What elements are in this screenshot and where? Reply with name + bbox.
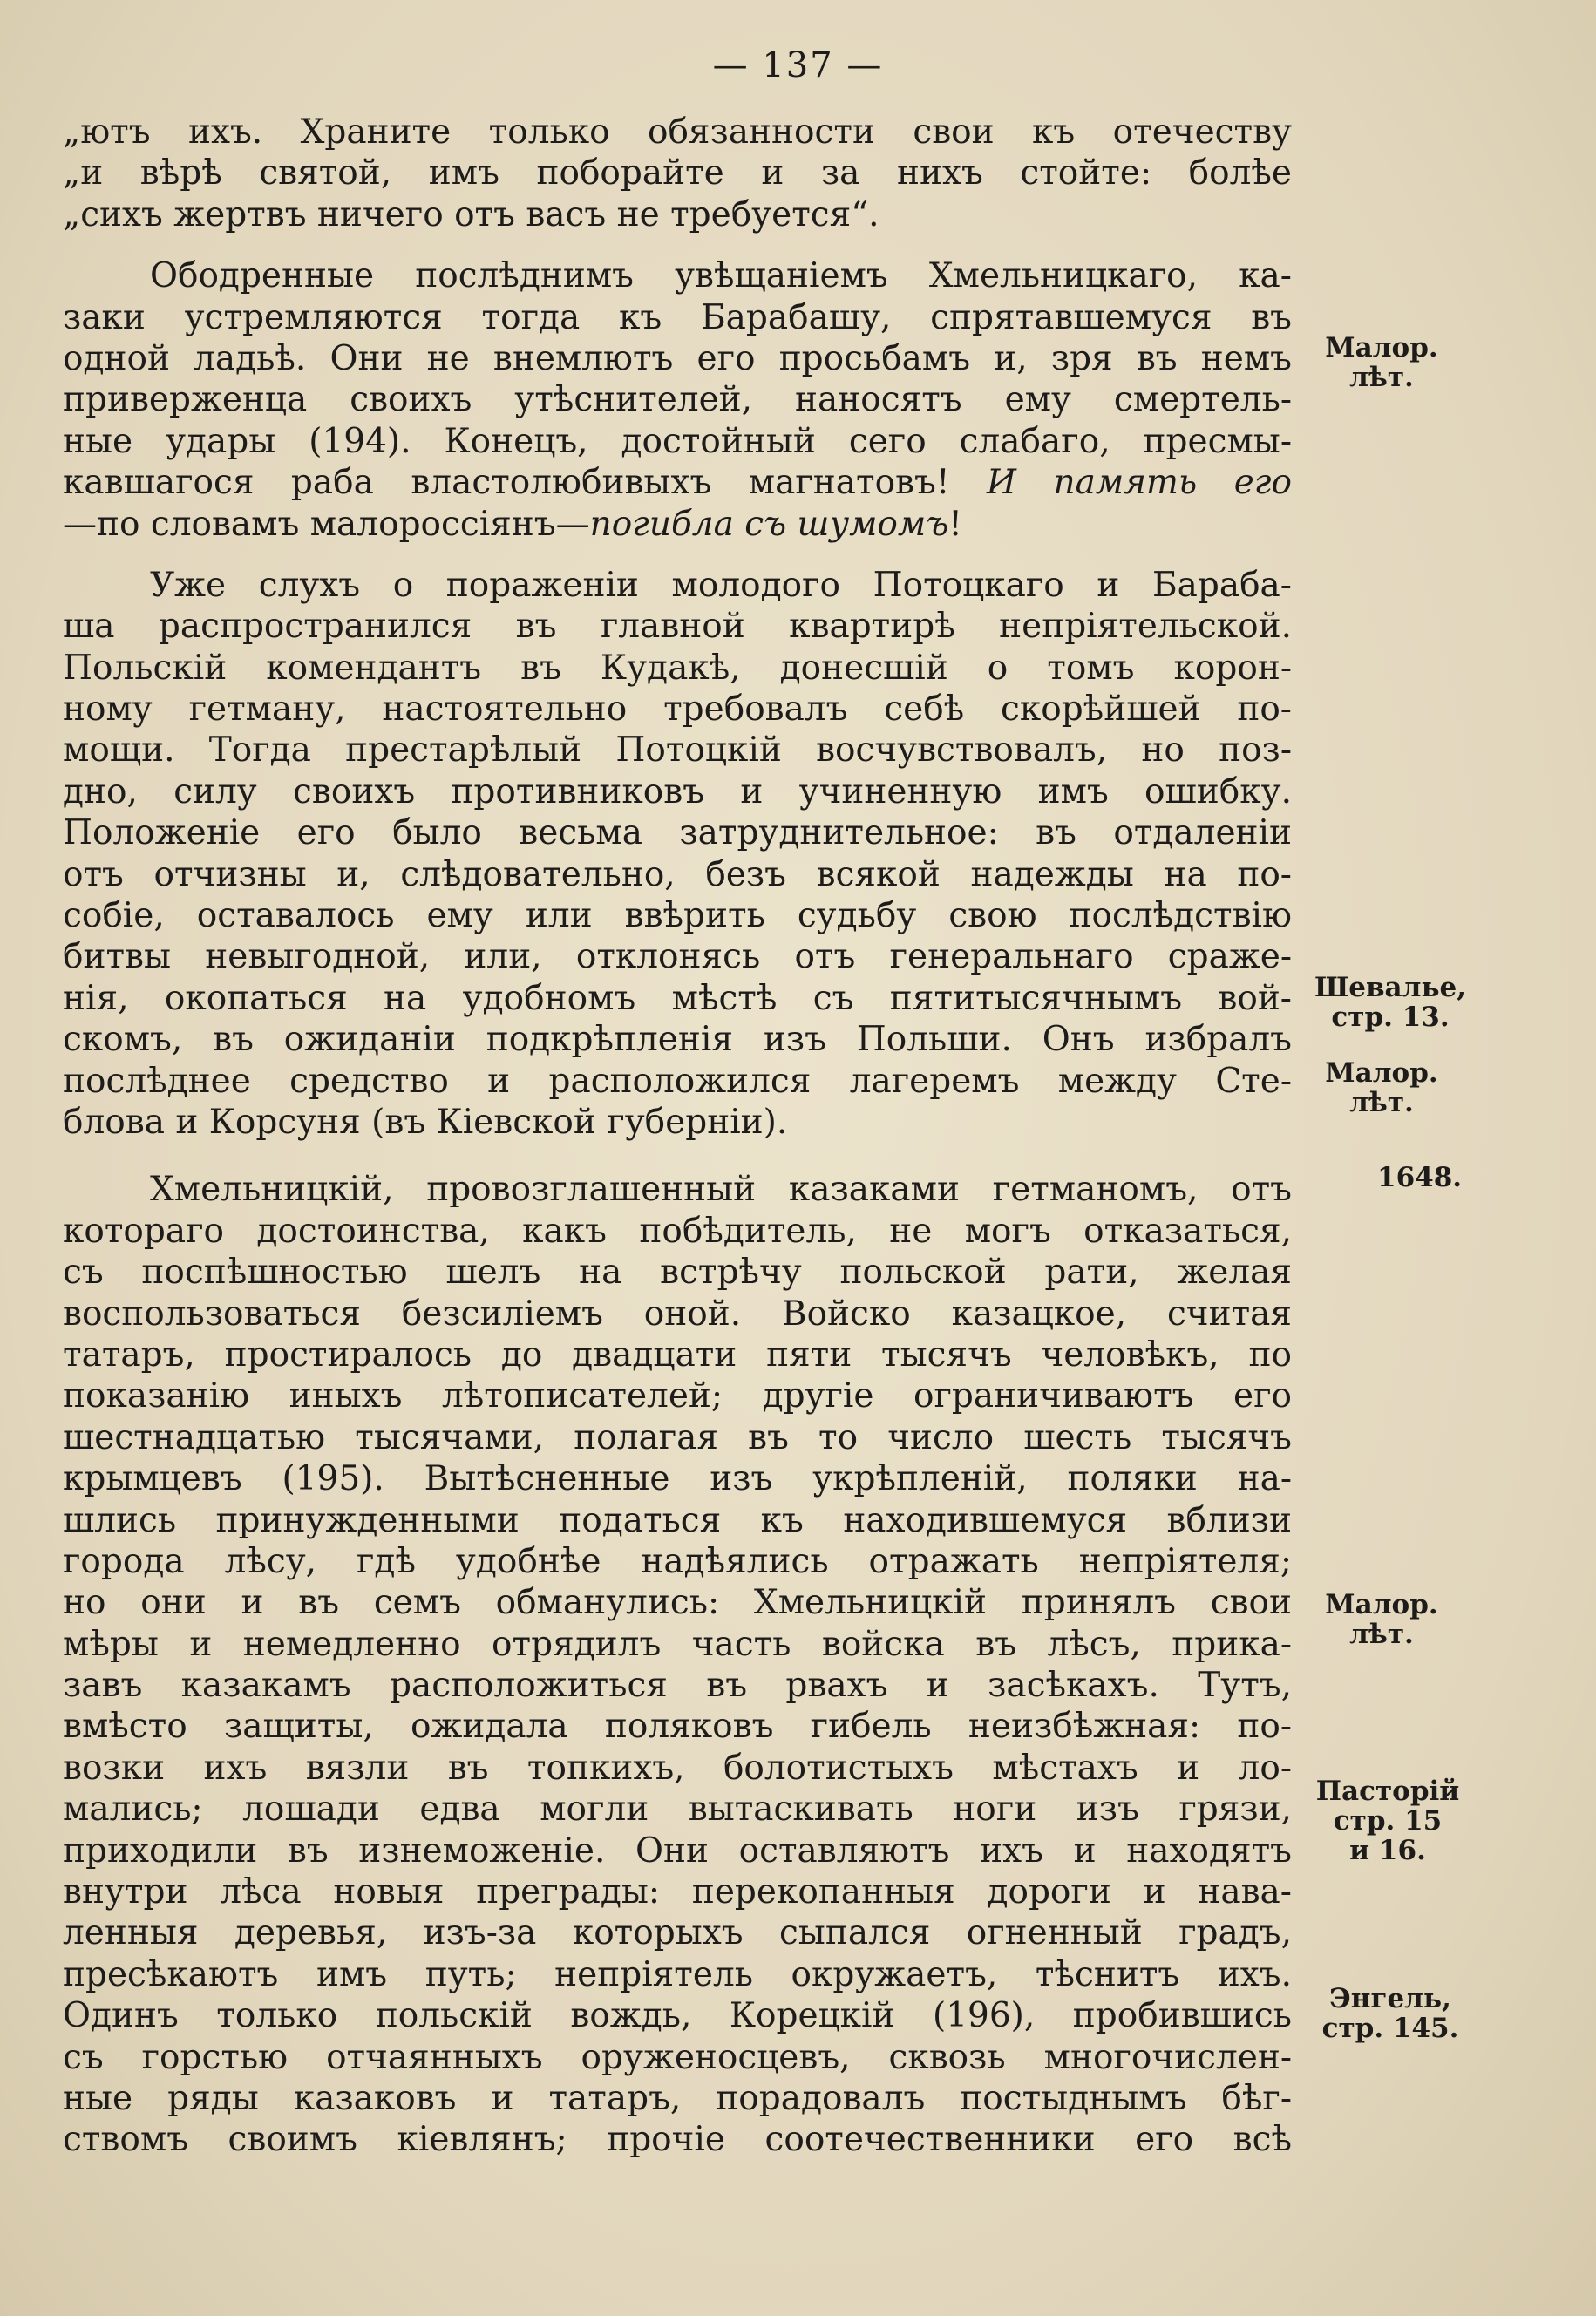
- page-number: — 137 —: [712, 45, 884, 85]
- margin-note-line: лѣт.: [1349, 1087, 1414, 1118]
- text-line: собіе, оставалось ему или ввѣрить судьбу свою послѣдствію: [63, 896, 1292, 936]
- margin-note-line: лѣт.: [1349, 362, 1414, 393]
- text-line: „и вѣрѣ святой, имъ поборайте и за нихъ стойте: болѣе: [63, 153, 1292, 194]
- text-line: одной ладьѣ. Они не внемлютъ его просьбамъ и, зря въ немъ: [63, 338, 1292, 378]
- text-line: съ поспѣшностью шелъ на встрѣчу польской рати, желая: [63, 1253, 1292, 1293]
- margin-note-line: Малор.: [1325, 1589, 1438, 1620]
- text-line: татаръ, простиралось до двадцати пяти тысячъ человѣкъ, по: [63, 1335, 1292, 1375]
- italic-quote: И память его: [986, 463, 1292, 503]
- text-line: шестнадцатью тысячами, полагая въ то число шесть тысячъ: [63, 1417, 1292, 1457]
- text-line: Польскій комендантъ въ Кудакѣ, донесшій о томъ корон-: [63, 648, 1292, 688]
- main-text: [63, 112, 1292, 2161]
- text-line: битвы невыгодной, или, отклонясь отъ генеральнаго сраже-: [63, 937, 1292, 977]
- text-line: вмѣсто защиты, ожидала поляковъ гибель неизбѣжная: по-: [63, 1707, 1292, 1747]
- text-line: скомъ, въ ожиданіи подкрѣпленія изъ Польши. Онъ избралъ: [63, 1020, 1292, 1060]
- margin-note-line: Энгель,: [1329, 1983, 1451, 2014]
- text-line: Ободренные послѣднимъ увѣщаніемъ Хмельницкаго, ка-: [150, 256, 1292, 296]
- italic-quote: погибла съ шумомъ: [589, 504, 949, 544]
- text-line: шлись принужденными податься къ находившемуся вблизи: [63, 1500, 1292, 1540]
- text-line: ному гетману, настоятельно требовалъ себѣ скорѣйшей по-: [63, 689, 1292, 730]
- text-line: [63, 504, 1292, 545]
- text-fragment: —по словамъ малороссіянъ—: [63, 504, 590, 544]
- margin-note-line: стр. 15: [1333, 1805, 1443, 1837]
- margin-note-line: и 16.: [1349, 1835, 1426, 1866]
- text-line: ствомъ своимъ кіевлянъ; прочіе соотечественники его всѣ: [63, 2120, 1292, 2160]
- text-line: ша распространился въ главной квартирѣ непріятельской.: [63, 607, 1292, 647]
- margin-note-line: Малор.: [1325, 332, 1438, 363]
- text-line: ные ряды казаковъ и татаръ, порадовалъ постыднымъ бѣг-: [63, 2078, 1292, 2118]
- text-fragment: кавшагося раба властолюбивыхъ магнатовъ!: [63, 463, 950, 503]
- margin-note-line: лѣт.: [1349, 1619, 1414, 1650]
- text-line: приверженца своихъ утѣснителей, наносятъ ему смертель-: [63, 380, 1292, 420]
- text-line: нія, окопаться на удобномъ мѣстѣ съ пятитысячнымъ вой-: [63, 978, 1292, 1018]
- text-line: „ютъ ихъ. Храните только обязанности свои къ отечеству: [63, 112, 1292, 152]
- text-line: отъ отчизны и, слѣдовательно, безъ всякой надежды на по-: [63, 854, 1292, 894]
- text-line: воспользоваться безсиліемъ оной. Войско казацкое, считая: [63, 1294, 1292, 1334]
- text-line: „сихъ жертвъ ничего отъ васъ не требуется“.: [63, 194, 879, 234]
- text-line: показанію иныхъ лѣтописателей; другіе ограничиваютъ его: [63, 1376, 1292, 1416]
- text-line: но они и въ семъ обманулись: Хмельницкій принялъ свои: [63, 1583, 1292, 1623]
- margin-note: [1377, 1163, 1508, 1192]
- margin-note-line: стр. 145.: [1321, 2013, 1459, 2044]
- text-line: послѣднее средство и расположился лагеремъ между Сте-: [63, 1061, 1292, 1101]
- text-fragment: !: [948, 504, 962, 544]
- text-line: ные удары (194). Конецъ, достойный сего слабаго, пресмы-: [63, 421, 1292, 461]
- text-line: Хмельницкій, провозглашенный казаками гетманомъ, отъ: [150, 1170, 1292, 1210]
- margin-note-line: 1648.: [1377, 1162, 1463, 1193]
- margin-note-line: Шевалье,: [1314, 972, 1467, 1003]
- margin-note: [1301, 1776, 1475, 1865]
- margin-note: [1307, 973, 1473, 1032]
- margin-note: [1316, 1058, 1447, 1117]
- margin-note-line: Малор.: [1325, 1057, 1438, 1089]
- text-line: Уже слухъ о пораженіи молодого Потоцкаго и Бараба-: [150, 565, 1292, 605]
- text-line: крымцевъ (195). Вытѣсненные изъ укрѣпленій, поляки на-: [63, 1459, 1292, 1499]
- margin-note-line: Пасторій: [1315, 1776, 1460, 1807]
- margin-note: [1316, 1590, 1447, 1649]
- text-line: дно, силу своихъ противниковъ и учиненную имъ ошибку.: [63, 771, 1292, 812]
- text-line: заки устремляются тогда къ Барабашу, спрятавшемуся въ: [63, 297, 1292, 337]
- text-line: Одинъ только польскій вождь, Корецкій (196), пробившись: [63, 1996, 1292, 2036]
- margin-note: [1316, 333, 1447, 392]
- margin-note: [1307, 1984, 1473, 2043]
- text-line: мались; лошади едва могли вытаскивать ноги изъ грязи,: [63, 1790, 1292, 1830]
- text-line: блова и Корсуня (въ Кіевской губерніи).: [63, 1102, 788, 1142]
- text-line: съ горстью отчаянныхъ оруженосцевъ, сквозь многочислен-: [63, 2037, 1292, 2077]
- text-line: Положеніе его было весьма затруднительное: въ отдаленіи: [63, 813, 1292, 853]
- text-line: мѣры и немедленно отрядилъ часть войска въ лѣсъ, прика-: [63, 1624, 1292, 1664]
- text-line: города лѣсу, гдѣ удобнѣе надѣялись отражать непріятеля;: [63, 1541, 1292, 1581]
- text-line: котораго достоинства, какъ побѣдитель, не могъ отказаться,: [63, 1211, 1292, 1251]
- margin-note-line: стр. 13.: [1331, 1002, 1450, 1033]
- text-line: приходили въ изнеможеніе. Они оставляютъ ихъ и находятъ: [63, 1830, 1292, 1871]
- text-line: завъ казакамъ расположиться въ рвахъ и засѣкахъ. Тутъ,: [63, 1666, 1292, 1706]
- text-line: [63, 462, 1292, 503]
- text-line: мощи. Тогда престарѣлый Потоцкій восчувствовалъ, но поз-: [63, 730, 1292, 771]
- text-line: возки ихъ вязли въ топкихъ, болотистыхъ мѣстахъ и ло-: [63, 1748, 1292, 1788]
- text-line: внутри лѣса новыя преграды: перекопанныя дороги и нава-: [63, 1872, 1292, 1912]
- text-line: пресѣкаютъ имъ путь; непріятель окружаетъ, тѣснитъ ихъ.: [63, 1954, 1292, 1994]
- text-line: ленныя деревья, изъ-за которыхъ сыпался огненный градъ,: [63, 1913, 1292, 1953]
